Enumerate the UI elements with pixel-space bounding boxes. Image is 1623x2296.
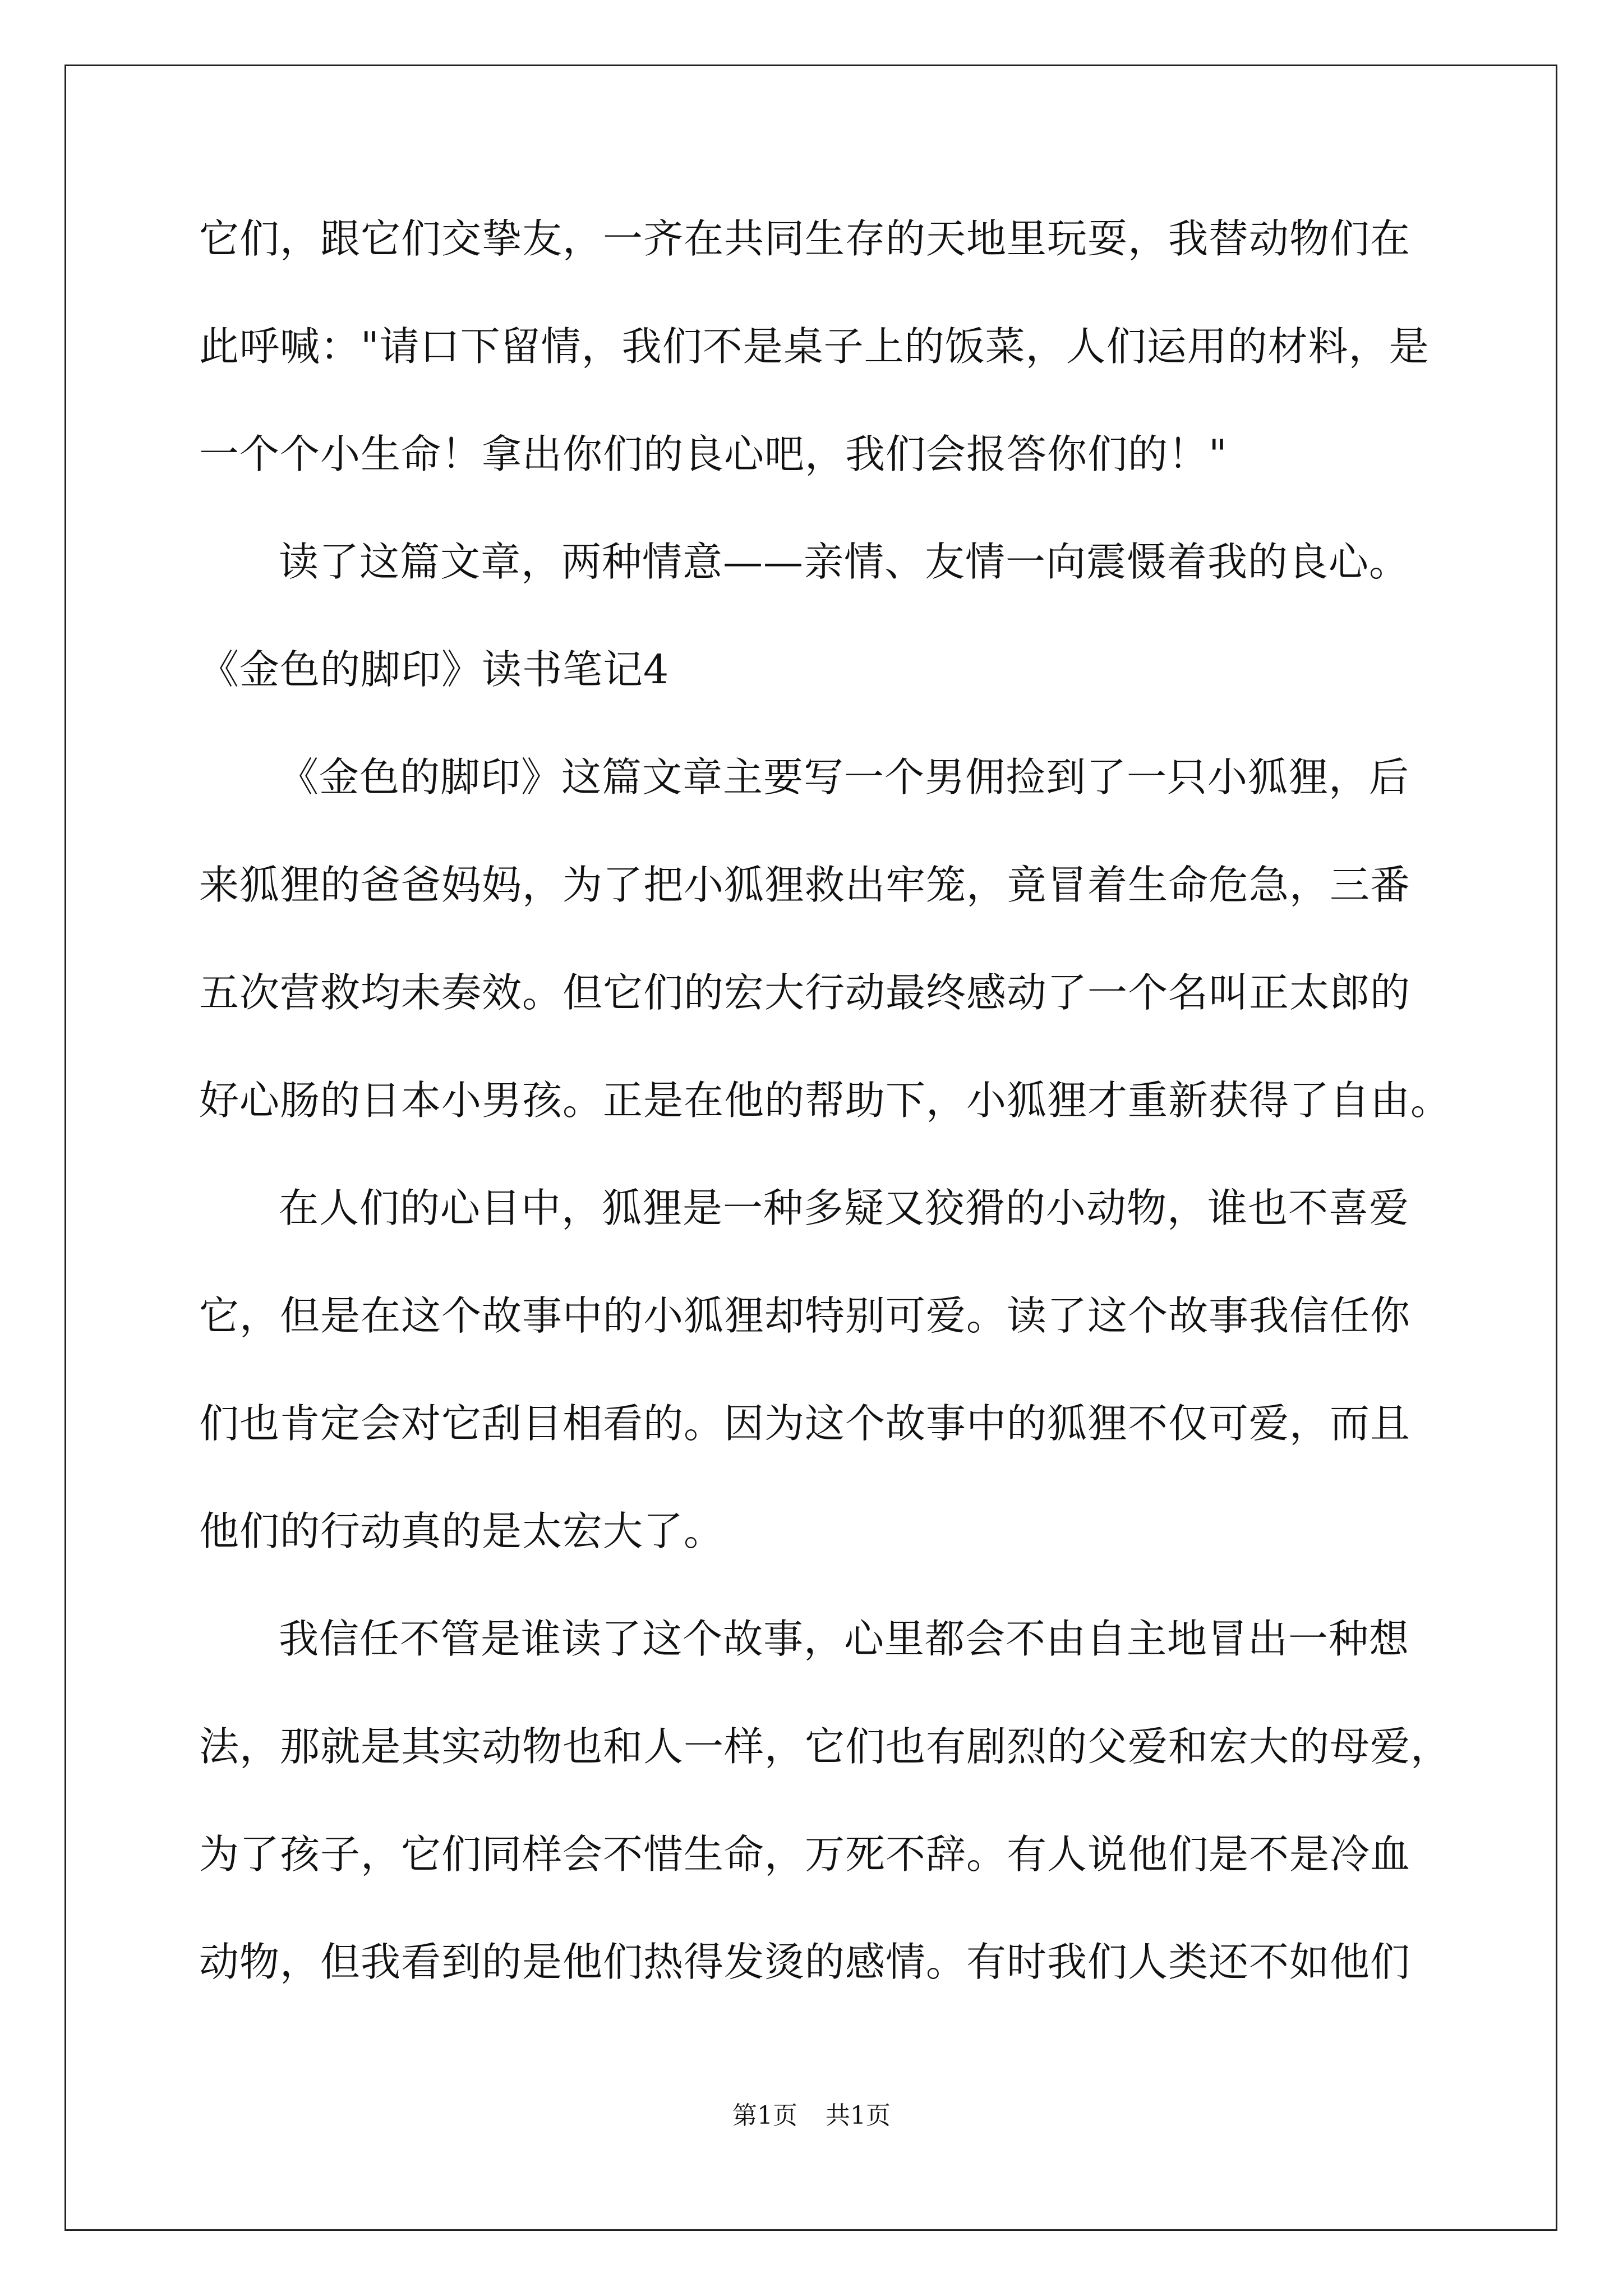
paragraph-start-line: 《金色的脚印》这篇文章主要写一个男佣捡到了一只小狐狸，后: [279, 754, 1410, 800]
text-line: 法，那就是其实动物也和人一样，它们也有剧烈的父爱和宏大的母爱，: [199, 1723, 1451, 1770]
text-line: 他们的行动真的是太宏大了。: [199, 1508, 725, 1554]
document-body: [199, 212, 1451, 2043]
text-line: 它，但是在这个故事中的小狐狸却特别可爱。读了这个故事我信任你: [199, 1292, 1411, 1339]
paragraph-start-line: 在人们的心目中，狐狸是一种多疑又狡猾的小动物，谁也不喜爱: [279, 1185, 1410, 1231]
page-total: 共1页: [826, 2101, 891, 2130]
text-line: 此呼喊："请口下留情，我们不是桌子上的饭菜，人们运用的材料，是: [199, 323, 1430, 370]
page-footer: [0, 2099, 1623, 2133]
paragraph-start-line: 我信任不管是谁读了这个故事，心里都会不由自主地冒出一种想: [279, 1616, 1410, 1662]
text-line: 来狐狸的爸爸妈妈，为了把小狐狸救出牢笼，竟冒着生命危急，三番: [199, 862, 1411, 908]
text-line: 们也肯定会对它刮目相看的。因为这个故事中的狐狸不仅可爱，而且: [199, 1400, 1411, 1447]
text-line: 它们，跟它们交挚友，一齐在共同生存的天地里玩耍，我替动物们在: [199, 215, 1411, 262]
paragraph-start-line: 读了这篇文章，两种情意——亲情、友情一向震慑着我的良心。: [279, 539, 1410, 585]
text-line: 好心肠的日本小男孩。正是在他的帮助下，小狐狸才重新获得了自由。: [199, 1077, 1451, 1124]
text-line: 为了孩子，它们同样会不惜生命，万死不辞。有人说他们是不是冷血: [199, 1831, 1411, 1878]
text-line: 五次营救均未奏效。但它们的宏大行动最终感动了一个名叫正太郎的: [199, 969, 1411, 1016]
text-line: 动物，但我看到的是他们热得发烫的感情。有时我们人类还不如他们: [199, 1939, 1411, 1985]
page-number: 第1页: [732, 2101, 797, 2130]
text-line: 一个个小生命！拿出你们的良心吧，我们会报答你们的！": [199, 431, 1228, 477]
section-heading: 《金色的脚印》读书笔记4: [199, 646, 670, 693]
